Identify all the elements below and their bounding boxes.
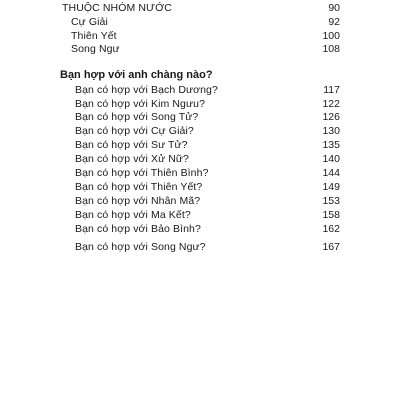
toc-page-number: 162 (322, 223, 340, 235)
toc-entry-label: Bạn có hợp với Ma Kết? (75, 209, 191, 221)
toc-entry-label: Bạn có hợp với Nhân Mã? (75, 195, 201, 207)
toc-entry-label: Bạn có hợp với Xử Nữ? (75, 153, 189, 165)
toc-page-number: 153 (322, 195, 340, 207)
toc-entry-label: Bạn có hợp với Thiên Yết? (75, 181, 203, 193)
toc-page-number: 100 (322, 30, 340, 42)
toc-page-number: 140 (322, 153, 340, 165)
toc-entry-label: Bạn có hợp với Song Ngư? (75, 241, 206, 253)
toc-entry-label: Song Ngư (71, 43, 120, 55)
toc-group-heading: THUỘC NHÓM NƯỚC (62, 2, 172, 14)
toc-entry-label: Bạn có hợp với Sư Tử? (75, 139, 188, 151)
toc-page-number: 135 (322, 139, 340, 151)
toc-page-number: 144 (322, 167, 340, 179)
toc-page-number: 108 (322, 43, 340, 55)
toc-entry-label: Thiên Yết (71, 30, 117, 42)
toc-page-number: 90 (328, 2, 340, 14)
toc-entry-label: Bạn có hợp với Song Tử? (75, 111, 199, 123)
toc-page-number: 117 (323, 84, 340, 96)
toc-page-number: 122 (322, 98, 340, 110)
toc-entry-label: Cự Giải (71, 16, 108, 28)
toc-page-number: 92 (328, 16, 340, 28)
toc-entry-label: Bạn có hợp với Thiên Bình? (75, 167, 209, 179)
toc-entry-label: Bạn có hợp với Kim Ngưu? (75, 98, 206, 110)
toc-entry-label: Bạn có hợp với Cự Giải? (75, 125, 194, 137)
toc-entry-label: Bạn có hợp với Bảo Bình? (75, 223, 201, 235)
toc-page-number: 158 (322, 209, 340, 221)
section-heading: Bạn hợp với anh chàng nào? (60, 69, 213, 81)
toc-page-number: 126 (322, 111, 340, 123)
toc-page-number: 149 (322, 181, 340, 193)
toc-page-number: 130 (322, 125, 340, 137)
toc-page-number: 167 (322, 241, 340, 253)
toc-entry-label: Bạn có hợp với Bạch Dương? (75, 84, 218, 96)
